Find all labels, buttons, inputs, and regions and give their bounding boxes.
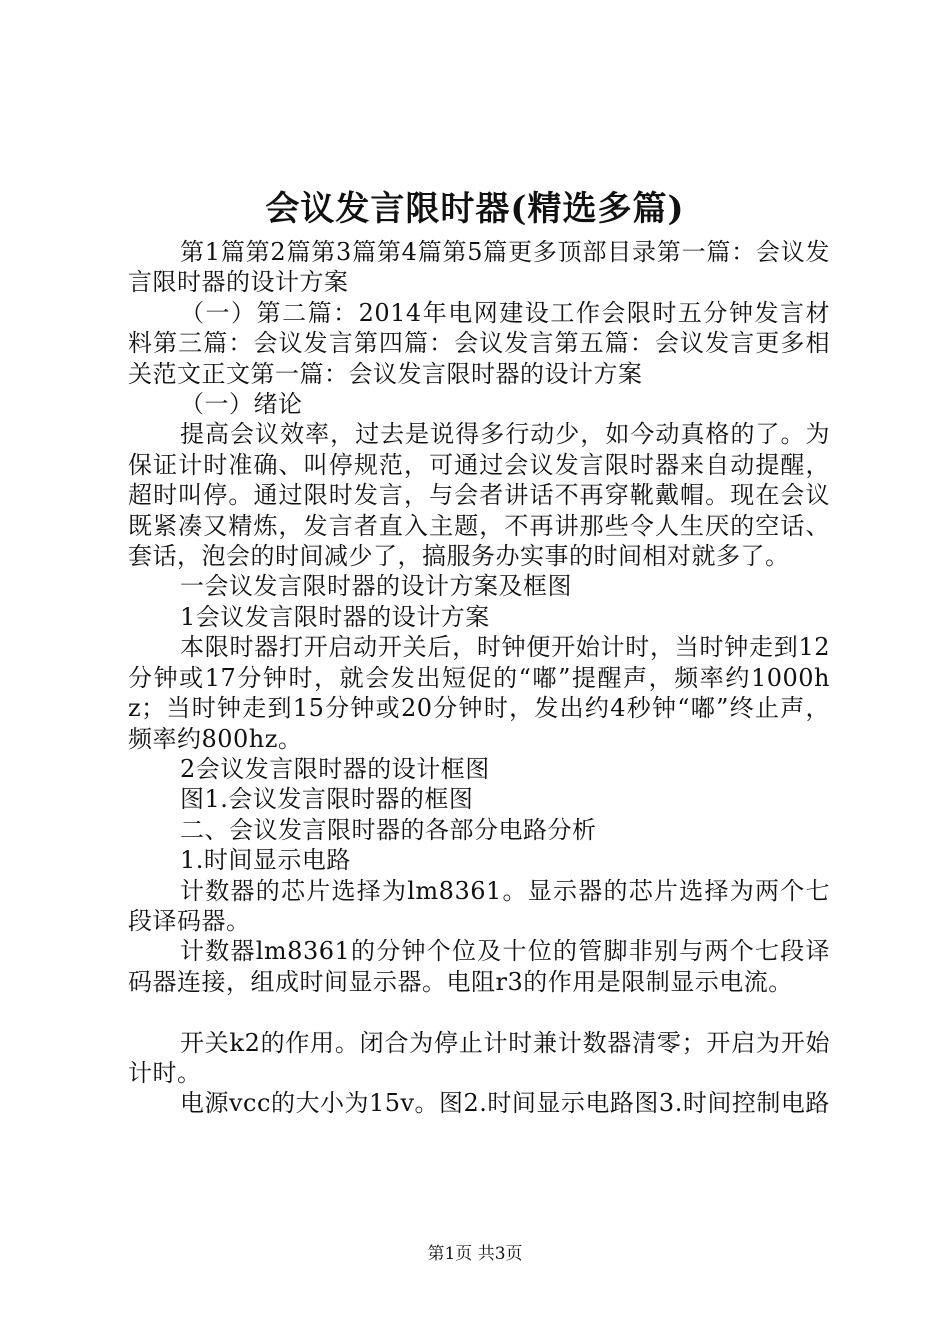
blank-line	[128, 997, 830, 1027]
heading-circuit-analysis: 二、会议发言限时器的各部分电路分析	[180, 815, 597, 844]
paragraph-power-supply: 电源vcc的大小为15v。图2.时间显示电路图3.时间控制电路	[180, 1089, 830, 1118]
paragraph-toc: 第1篇第2篇第3篇第4篇第5篇更多顶部目录第一篇：会议发言限时器的设计方案	[128, 238, 830, 297]
document-body	[128, 237, 830, 1119]
paragraph-chip-selection: 计数器的芯片选择为lm8361。显示器的芯片选择为两个七段译码器。	[128, 876, 830, 935]
paragraph-switch-k2: 开关k2的作用。闭合为停止计时兼计数器清零；开启为开始计时。	[128, 1028, 830, 1087]
paragraph-introduction: 提高会议效率，过去是说得多行动少，如今动真格的了。为保证计时准确、叫停规范，可通过会议发言限时器来自动提醒，超时叫停。通过限时发言，与会者讲话不再穿靴戴帽。现在会议既紧凑又精炼，发言者直入主题，不再讲那些令人生厌的空话、套话，泡会的时间减少了，搞服务办实事的时间相对就多了。	[128, 420, 830, 571]
heading-introduction: （一）绪论	[180, 390, 303, 419]
subheading-block-diagram: 2会议发言限时器的设计框图	[180, 754, 490, 783]
subheading-design-scheme: 1会议发言限时器的设计方案	[180, 602, 490, 631]
figure-caption-1: 图1.会议发言限时器的框图	[180, 785, 474, 814]
paragraph-counter-wiring: 计数器lm8361的分钟个位及十位的管脚非别与两个七段译码器连接，组成时间显示器。电阻r3的作用是限制显示电流。	[128, 937, 830, 996]
page-footer: 第1页 共3页	[427, 1244, 523, 1264]
document-title: 会议发言限时器(精选多篇)	[265, 189, 685, 229]
subheading-time-display: 1.时间显示电路	[180, 846, 351, 875]
paragraph-toc-continued: （一）第二篇：2014年电网建设工作会限时五分钟发言材料第三篇：会议发言第四篇：会议发言第五篇：会议发言更多相关范文正文第一篇：会议发言限时器的设计方案	[128, 298, 830, 388]
paragraph-design-scheme: 本限时器打开启动开关后，时钟便开始计时，当时钟走到12分钟或17分钟时，就会发出短促的“嘟”提醒声，频率约1000hz；当时钟走到15分钟或20分钟时，发出约4秒钟“嘟”终止声，频率约800hz。	[128, 633, 830, 753]
heading-design-scheme: 一会议发言限时器的设计方案及框图	[180, 572, 572, 601]
